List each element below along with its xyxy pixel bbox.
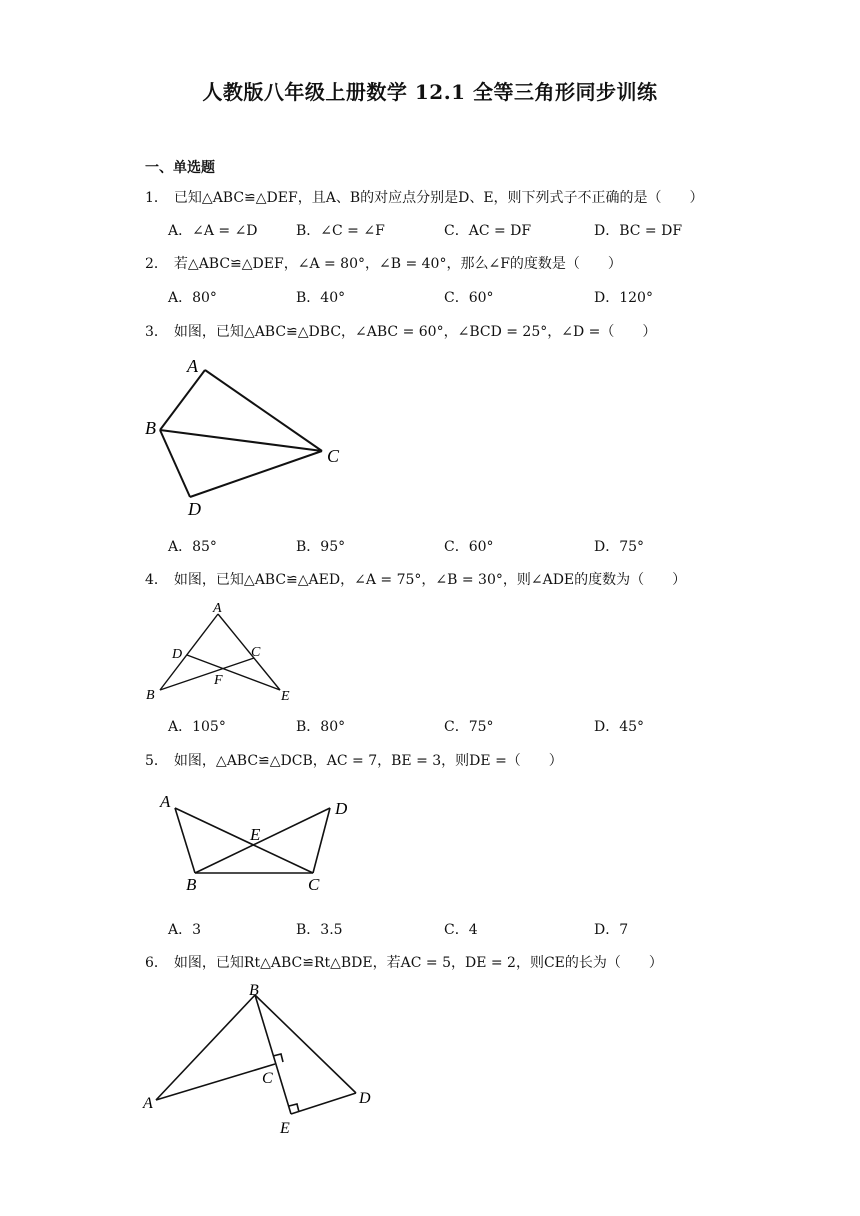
question-2 (145, 253, 622, 273)
segment-db (195, 808, 330, 873)
point-label-a: A (143, 1095, 153, 1112)
point-label-d: D (172, 647, 183, 662)
question-text: 如图，已知△ABC≌△AED，∠A = 75°，∠B = 30°，则∠ADE的度数为（ ） (173, 572, 687, 588)
option-b[interactable]: B．95° (296, 539, 346, 555)
question-text: 若△ABC≌△DEF，∠A = 80°，∠B = 40°，那么∠F的度数是（ ） (173, 256, 622, 272)
question-text: 如图，△ABC≌△DCB，AC = 7，BE = 3，则DE =（ ） (173, 753, 563, 769)
option-a[interactable]: A．105° (168, 719, 226, 735)
point-label-c: C (262, 1070, 273, 1087)
point-label-b: B (186, 875, 197, 894)
point-label-f: F (214, 673, 223, 688)
point-label-c: C (308, 875, 320, 894)
option-b[interactable]: B．3.5 (296, 922, 343, 938)
question-5 (145, 750, 563, 770)
option-d[interactable]: D．45° (594, 719, 645, 735)
question-6 (145, 952, 663, 972)
question-text: 如图，已知△ABC≌△DBC，∠ABC = 60°，∠BCD = 25°，∠D =（ ） (173, 324, 657, 340)
point-label-e: E (280, 1120, 290, 1137)
section-heading: 一、单选题 (145, 160, 215, 176)
figure-q4 (140, 598, 310, 712)
point-label-b: B (146, 688, 155, 703)
question-1-options (168, 220, 728, 240)
point-label-c: C (251, 645, 261, 660)
point-label-e: E (281, 689, 290, 704)
segment-ab (160, 614, 218, 690)
question-number: 4． (145, 572, 168, 588)
question-3-options (168, 536, 728, 556)
question-number: 5． (145, 753, 168, 769)
question-3 (145, 321, 656, 341)
option-d[interactable]: D．7 (594, 922, 629, 938)
question-1 (145, 187, 704, 207)
point-label-a: A (160, 792, 171, 811)
point-label-d: D (359, 1090, 371, 1107)
question-4 (145, 569, 686, 589)
point-label-e: E (250, 825, 261, 844)
option-c[interactable]: C．75° (444, 719, 494, 735)
option-b[interactable]: B．80° (296, 719, 346, 735)
page-title: 人教版八年级上册数学 12.1 全等三角形同步训练 (202, 80, 658, 104)
point-label-d: D (188, 499, 201, 519)
point-label-c: C (327, 446, 340, 466)
question-4-options (168, 716, 728, 736)
segment-ac (175, 808, 313, 873)
option-a[interactable]: A．80° (168, 290, 217, 306)
question-text: 已知△ABC≌△DEF，且A、B的对应点分别是D、E，则下列式子不正确的是（ ） (173, 190, 704, 206)
option-c[interactable]: C．AC = DF (444, 223, 532, 239)
segment-bd (160, 430, 190, 497)
point-label-a: A (187, 356, 198, 376)
option-c[interactable]: C．60° (444, 290, 494, 306)
question-number: 6． (145, 955, 168, 971)
segment-ab (175, 808, 195, 873)
question-number: 2． (145, 256, 168, 272)
point-label-b: B (249, 982, 259, 999)
segment-ed (291, 1093, 356, 1114)
question-text: 如图，已知Rt△ABC≌Rt△BDE，若AC = 5，DE = 2，则CE的长为（ ） (173, 955, 663, 971)
question-number: 3． (145, 324, 168, 340)
figure-q3 (140, 350, 360, 524)
option-a[interactable]: A．3 (168, 922, 202, 938)
segment-ab (160, 370, 205, 430)
question-number: 1． (145, 190, 168, 206)
option-c[interactable]: C．60° (444, 539, 494, 555)
question-2-options (168, 287, 728, 307)
option-d[interactable]: D．75° (594, 539, 645, 555)
point-label-a: A (213, 601, 222, 616)
figure-q5 (150, 788, 370, 902)
point-label-b: B (145, 418, 156, 438)
question-5-options (168, 919, 728, 939)
option-d[interactable]: D．120° (594, 290, 653, 306)
option-d[interactable]: D．BC = DF (594, 223, 683, 239)
figure-q6 (138, 975, 388, 1149)
option-b[interactable]: B．∠C = ∠F (296, 223, 385, 239)
point-label-d: D (335, 799, 348, 818)
option-c[interactable]: C．4 (444, 922, 478, 938)
segment-cd (313, 808, 330, 873)
option-b[interactable]: B．40° (296, 290, 346, 306)
option-a[interactable]: A．85° (168, 539, 217, 555)
segment-dc (190, 451, 322, 497)
option-a[interactable]: A．∠A = ∠D (168, 223, 258, 239)
